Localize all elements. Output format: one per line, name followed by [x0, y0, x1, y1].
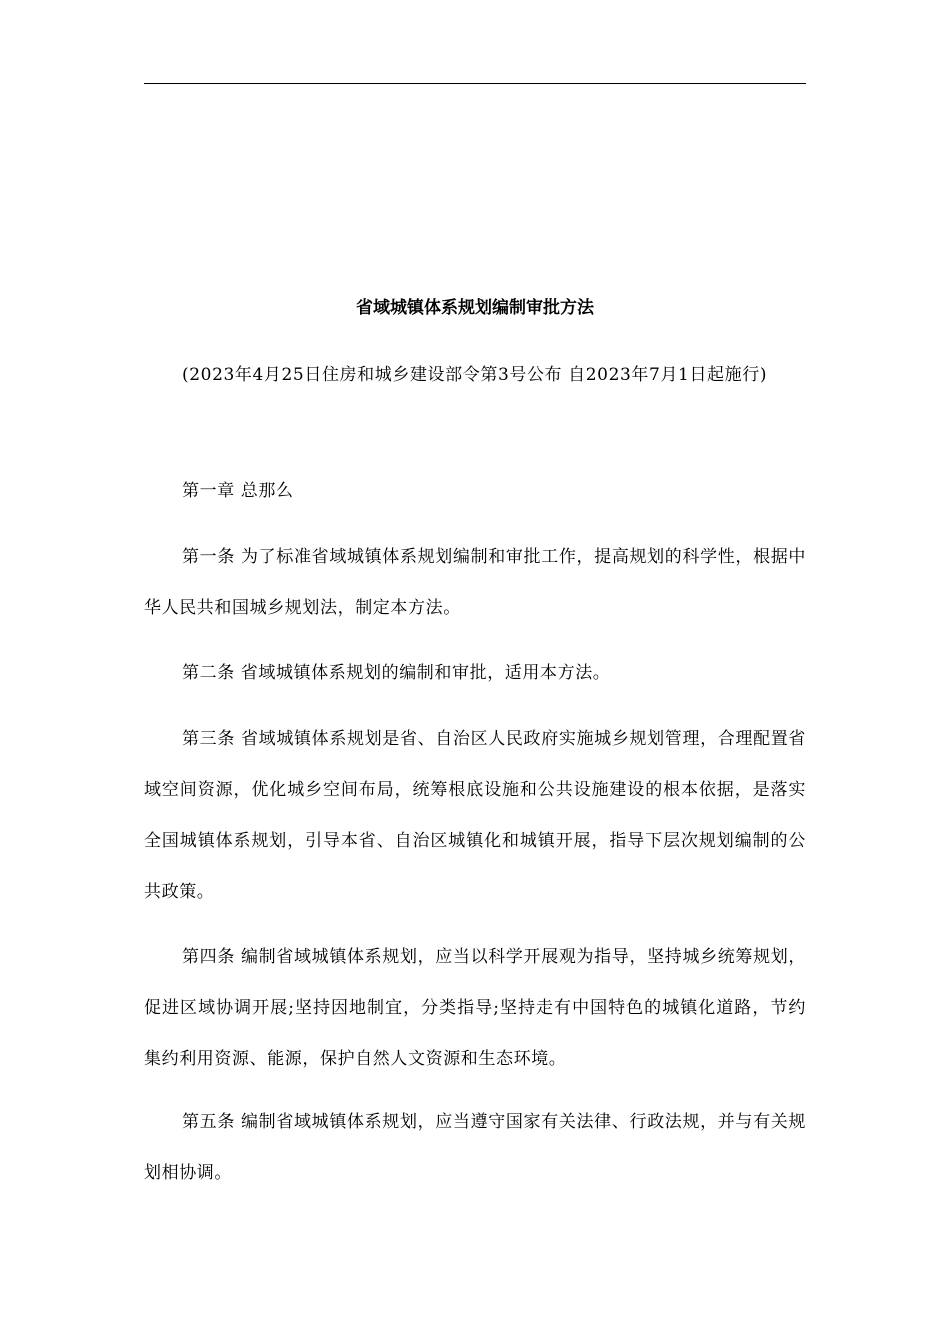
article-2: 第二条 省域城镇体系规划的编制和审批，适用本方法。	[182, 663, 611, 683]
header-rule	[144, 83, 806, 84]
article-3: 第三条 省域城镇体系规划是省、自治区人民政府实施城乡规划管理，合理配置省域空间资源，优化城乡空间布局，统筹根底设施和公共设施建设的根本依据，是落实全国城镇体系规划，引导本省、自治区城镇化和城镇开展，指导下层次规划编制的公共政策。	[144, 729, 806, 902]
document-title: 省域城镇体系规划编制审批方法	[356, 298, 594, 318]
article-4: 第四条 编制省域城镇体系规划，应当以科学开展观为指导，坚持城乡统筹规划，促进区域协调开展;坚持因地制宜，分类指导;坚持走有中国特色的城镇化道路，节约集约利用资源、能源，保护自然人文资源和生态环境。	[144, 947, 806, 1069]
promulgation-note: (2023年4月25日住房和城乡建设部令第3号公布 自2023年7月1日起施行)	[182, 365, 768, 385]
article-5: 第五条 编制省域城镇体系规划，应当遵守国家有关法律、行政法规，并与有关规划相协调。	[144, 1112, 806, 1183]
article-1: 第一条 为了标准省域城镇体系规划编制和审批工作，提高规划的科学性，根据中华人民共和国城乡规划法，制定本方法。	[144, 547, 806, 618]
chapter-heading: 第一章 总那么	[182, 481, 294, 501]
